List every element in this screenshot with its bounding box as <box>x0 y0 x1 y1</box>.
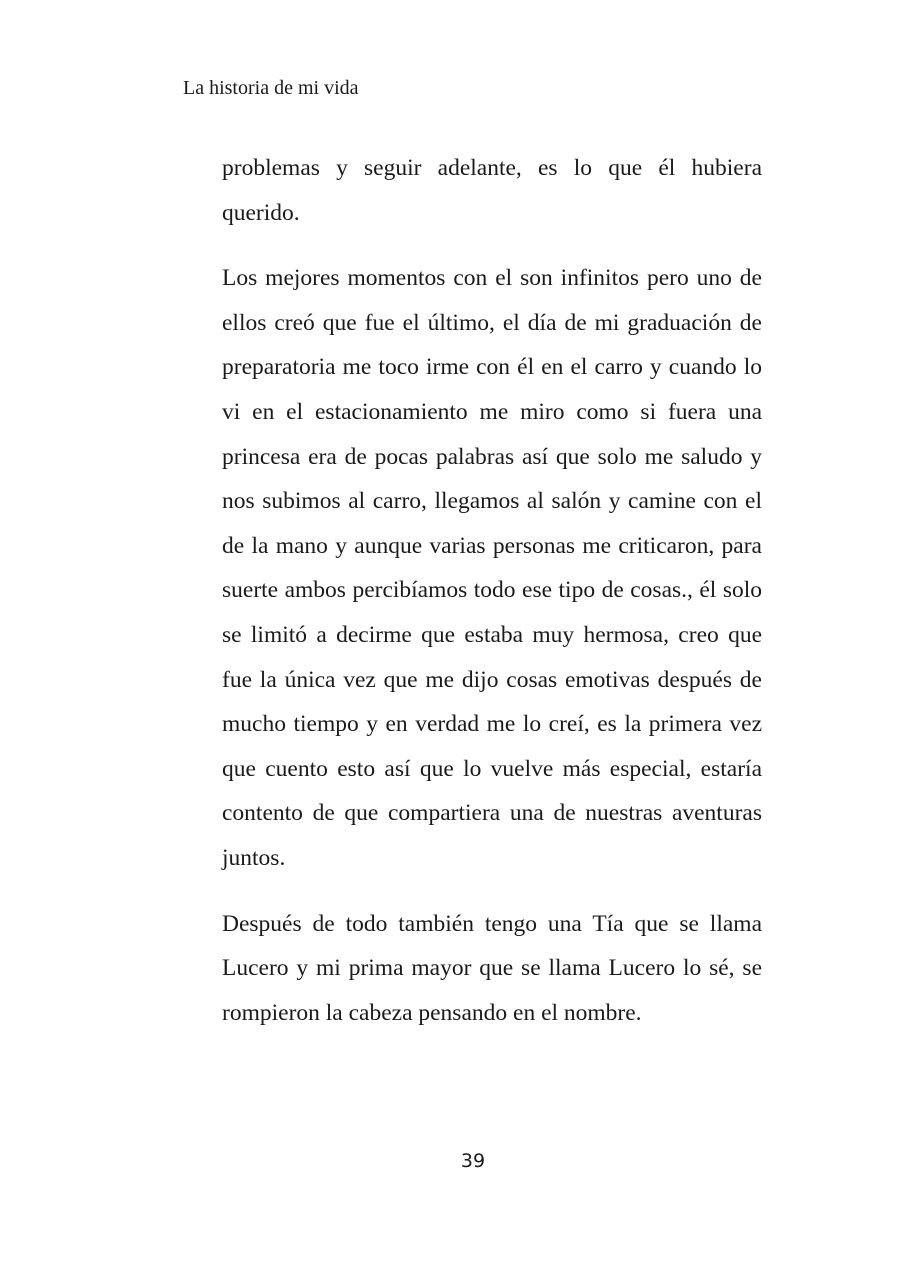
paragraph: problemas y seguir adelante, es lo que él hubiera querido. <box>222 155 762 226</box>
paragraph: Los mejores momentos con el son infinitos pero uno de ellos creó que fue el último, el día de mi graduación de preparatoria me toco irme con él en el carro y cuando lo vi en el estacionamiento me miro como si fuera una princesa era de pocas palabras así que solo me saludo y nos subimos al carro, llegamos al salón y camine con el de la mano y aunque varias personas me criticaron, para suerte ambos percibíamos todo ese tipo de cosas., él solo se limitó a decirme que estaba muy hermosa, creo que fue la única vez que me dijo cosas emotivas después de mucho tiempo y en verdad me lo creí, es la primera vez que cuento esto así que lo vuelve más especial, estaría contento de que compartiera una de nuestras aventuras juntos. <box>222 265 762 871</box>
body-text <box>222 146 762 1056</box>
page-number: 39 <box>460 1150 486 1172</box>
paragraph: Después de todo también tengo una Tía que se llama Lucero y mi prima mayor que se llama Lucero lo sé, se rompieron la cabeza pensando en el nombre. <box>222 910 762 1026</box>
running-header: La historia de mi vida <box>183 77 359 99</box>
